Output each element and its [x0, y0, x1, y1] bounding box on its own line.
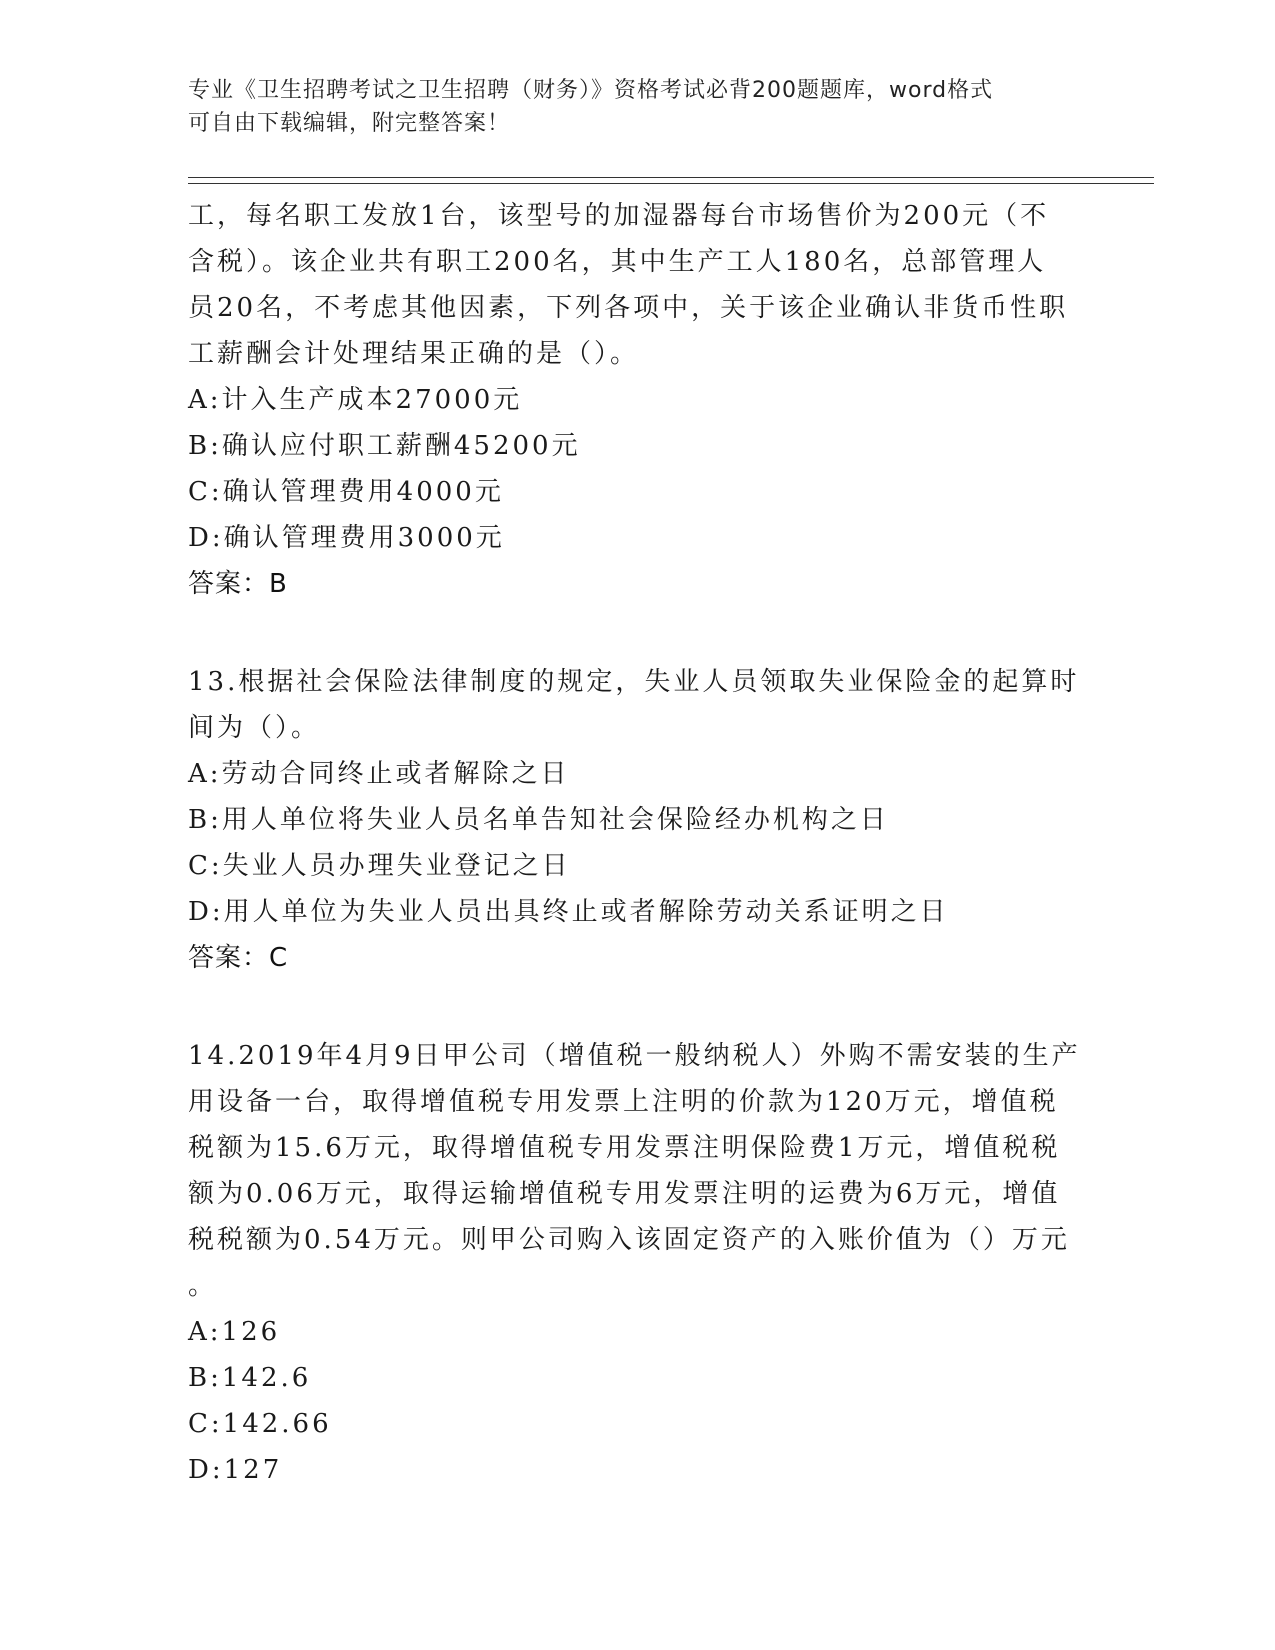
option-b: B:142.6	[188, 1363, 312, 1393]
option-c: C:确认管理费用4000元	[188, 477, 504, 507]
option-d: D:确认管理费用3000元	[188, 523, 505, 553]
option-c: C:失业人员办理失业登记之日	[188, 851, 571, 881]
option-a: A:126	[188, 1317, 281, 1347]
option-b: B:用人单位将失业人员名单告知社会保险经办机构之日	[188, 805, 889, 835]
question-text-line: 工薪酬会计处理结果正确的是（）。	[188, 339, 640, 369]
question-spacer	[188, 607, 1088, 659]
question-text-line: 14.2019年4月9日甲公司（增值税一般纳税人）外购不需安装的生产	[188, 1041, 1081, 1071]
header-rule-top	[188, 177, 1154, 178]
question-12	[188, 193, 1088, 607]
header-line-2: 可自由下载编辑，附完整答案！	[188, 111, 511, 136]
question-text-line: 员20名，不考虑其他因素，下列各项中，关于该企业确认非货币性职	[188, 293, 1069, 323]
question-text-line: 。	[188, 1271, 218, 1301]
question-text-line: 税税额为0.54万元。则甲公司购入该固定资产的入账价值为（）万元	[188, 1225, 1070, 1255]
option-b: B:确认应付职工薪酬45200元	[188, 431, 581, 461]
answer-label: 答案：C	[188, 943, 289, 973]
question-13	[188, 659, 1088, 981]
document-body	[188, 193, 1088, 1493]
question-text-line: 工，每名职工发放1台，该型号的加湿器每台市场售价为200元（不	[188, 201, 1050, 231]
option-d: D:用人单位为失业人员出具终止或者解除劳动关系证明之日	[188, 897, 949, 927]
header-line-1: 专业《卫生招聘考试之卫生招聘（财务）》资格考试必背200题题库，word格式	[188, 78, 994, 103]
option-a: A:计入生产成本27000元	[188, 385, 523, 415]
question-text-line: 税额为15.6万元，取得增值税专用发票注明保险费1万元，增值税税	[188, 1133, 1061, 1163]
question-14	[188, 1033, 1088, 1493]
question-text-line: 13.根据社会保险法律制度的规定，失业人员领取失业保险金的起算时	[188, 667, 1080, 697]
answer-label: 答案：B	[188, 569, 288, 599]
question-text-line: 含税）。该企业共有职工200名，其中生产工人180名，总部管理人	[188, 247, 1047, 277]
option-c: C:142.66	[188, 1409, 332, 1439]
document-header	[188, 74, 1088, 140]
option-d: D:127	[188, 1455, 283, 1485]
question-text-line: 间为（）。	[188, 713, 321, 743]
question-text-line: 用设备一台，取得增值税专用发票上注明的价款为120万元，增值税	[188, 1087, 1059, 1117]
question-spacer	[188, 981, 1088, 1033]
header-rule-bottom	[188, 183, 1154, 184]
question-text-line: 额为0.06万元，取得运输增值税专用发票注明的运费为6万元，增值	[188, 1179, 1061, 1209]
option-a: A:劳动合同终止或者解除之日	[188, 759, 570, 789]
